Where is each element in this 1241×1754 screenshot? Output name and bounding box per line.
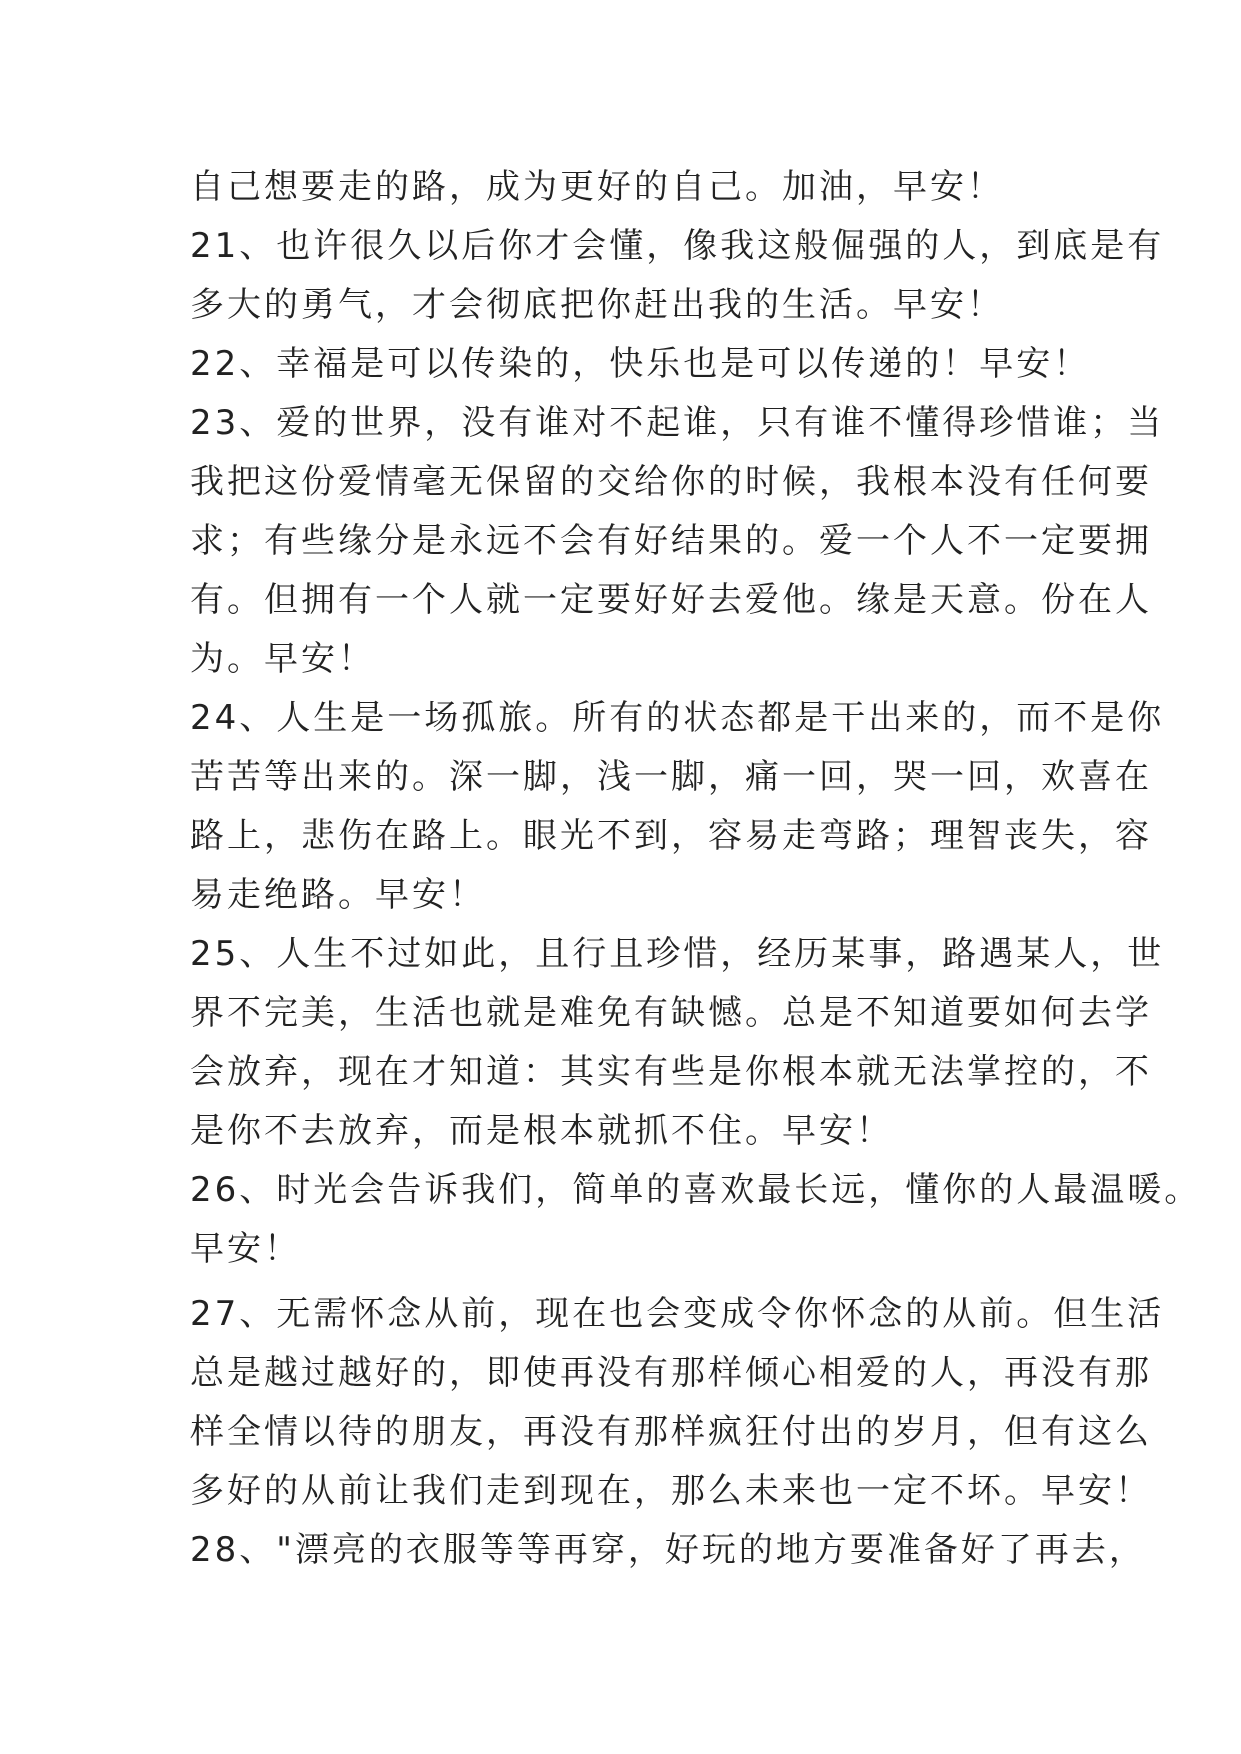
text-line: 我把这份爱情毫无保留的交给你的时候，我根本没有任何要 — [190, 462, 1152, 502]
text-line: 易走绝路。早安！ — [190, 875, 486, 915]
text-line: 早安！ — [190, 1229, 301, 1269]
text-line: 路上，悲伤在路上。眼光不到，容易走弯路；理智丧失，容 — [190, 816, 1152, 856]
text-line: 界不完美，生活也就是难免有缺憾。总是不知道要如何去学 — [190, 993, 1152, 1033]
text-line: 22、幸福是可以传染的，快乐也是可以传递的！早安！ — [190, 344, 1091, 384]
text-line: 多大的勇气，才会彻底把你赶出我的生活。早安！ — [190, 285, 1004, 325]
text-line: 是你不去放弃，而是根本就抓不住。早安！ — [190, 1111, 893, 1151]
text-line: 23、爱的世界，没有谁对不起谁，只有谁不懂得珍惜谁；当 — [190, 403, 1165, 443]
text-line: 为。早安！ — [190, 639, 375, 679]
text-line: 25、人生不过如此，且行且珍惜，经历某事，路遇某人，世 — [190, 934, 1165, 974]
text-line: 有。但拥有一个人就一定要好好去爱他。缘是天意。份在人 — [190, 580, 1152, 620]
text-line: 26、时光会告诉我们，简单的喜欢最长远，懂你的人最温暖。 — [190, 1170, 1202, 1210]
text-line: 24、人生是一场孤旅。所有的状态都是干出来的，而不是你 — [190, 698, 1165, 738]
text-line: 会放弃，现在才知道：其实有些是你根本就无法掌控的，不 — [190, 1052, 1152, 1092]
text-line: 多好的从前让我们走到现在，那么未来也一定不坏。早安！ — [190, 1471, 1152, 1511]
text-line: 27、无需怀念从前，现在也会变成令你怀念的从前。但生活 — [190, 1294, 1165, 1334]
text-line: 自己想要走的路，成为更好的自己。加油，早安！ — [190, 167, 1004, 207]
text-line: 求；有些缘分是永远不会有好结果的。爱一个人不一定要拥 — [190, 521, 1152, 561]
text-line: 总是越过越好的，即使再没有那样倾心相爱的人，再没有那 — [190, 1353, 1152, 1393]
text-line: 28、"漂亮的衣服等等再穿，好玩的地方要准备好了再去， — [190, 1530, 1146, 1570]
text-line: 样全情以待的朋友，再没有那样疯狂付出的岁月，但有这么 — [190, 1412, 1152, 1452]
document-body — [190, 158, 1202, 1580]
text-line: 苦苦等出来的。深一脚，浅一脚，痛一回，哭一回，欢喜在 — [190, 757, 1152, 797]
text-line: 21、也许很久以后你才会懂，像我这般倔强的人，到底是有 — [190, 226, 1165, 266]
